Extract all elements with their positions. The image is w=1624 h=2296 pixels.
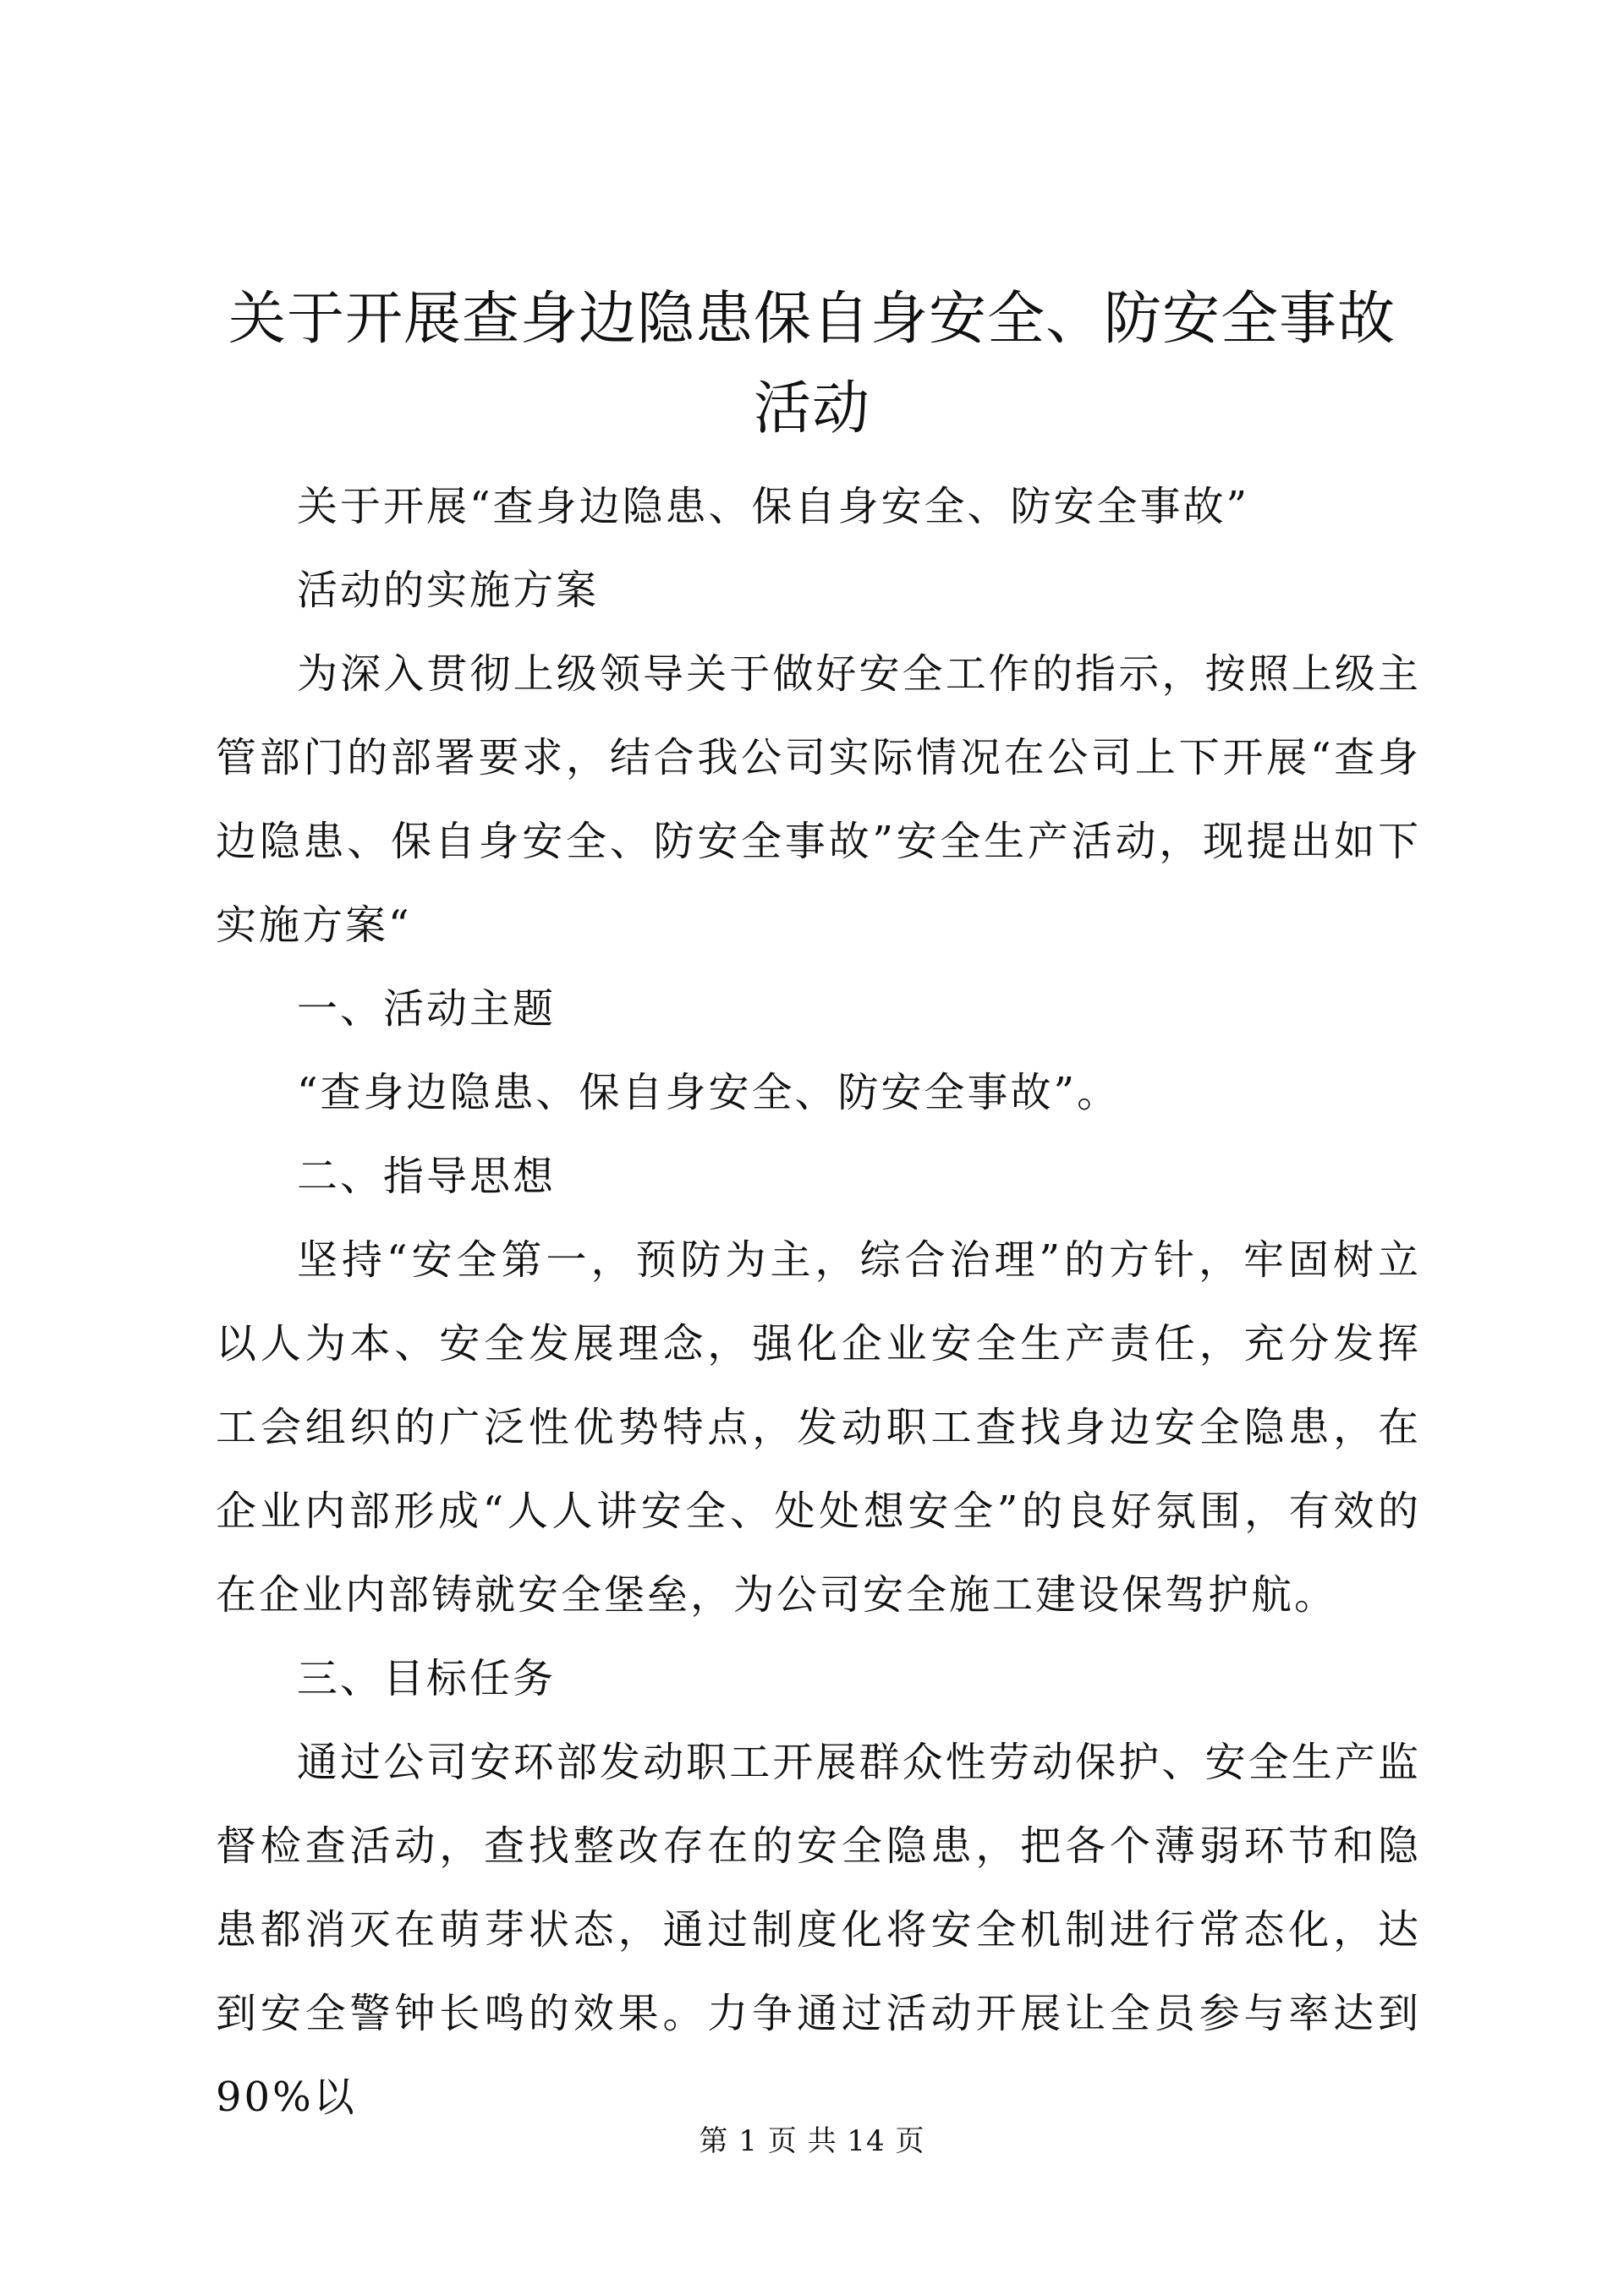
guiding-idea-paragraph: 坚持“安全第一，预防为主，综合治理”的方针，牢固树立以人为本、安全发展理念，强化企业安全生产责任，充分发挥工会组织的广泛性优势特点，发动职工查找身边安全隐患，在企业内部形成“人人讲安全、处处想安全”的良好氛围，有效的在企业内部铸就安全堡垒，为公司安全施工建设保驾护航。 bbox=[216, 1236, 1421, 1619]
goals-paragraph: 通过公司安环部发动职工开展群众性劳动保护、安全生产监督检查活动，查找整改存在的安全隐患，把各个薄弱环节和隐患都消灭在萌芽状态，通过制度化将安全机制进行常态化，达到安全警钟长鸣的效果。力争通过活动开展让全员参与率达到 90%以 bbox=[216, 1739, 1421, 2121]
subtitle-line-1: 关于开展“查身边隐患、保自身安全、防安全事故” bbox=[297, 483, 1250, 530]
subtitle-line-2: 活动的实施方案 bbox=[297, 567, 600, 614]
section-heading-goals: 三、目标任务 bbox=[297, 1655, 557, 1702]
page-footer: 第 1 页 共 14 页 bbox=[699, 2124, 925, 2158]
section-heading-guiding-idea: 二、指导思想 bbox=[297, 1153, 557, 1200]
section-heading-theme: 一、活动主题 bbox=[297, 985, 557, 1033]
theme-paragraph: “查身边隐患、保自身安全、防安全事故”。 bbox=[297, 1069, 1121, 1116]
title-line-2: 活动 bbox=[753, 375, 870, 442]
title-line-1: 关于开展查身边隐患保自身安全、防安全事故 bbox=[228, 286, 1396, 353]
intro-paragraph: 为深入贯彻上级领导关于做好安全工作的指示，按照上级主管部门的部署要求，结合我公司实际情况在公司上下开展“查身边隐患、保自身安全、防安全事故”安全生产活动，现提出如下实施方案“ bbox=[216, 650, 1421, 949]
document-body bbox=[216, 465, 1421, 2140]
document-title bbox=[211, 275, 1413, 454]
